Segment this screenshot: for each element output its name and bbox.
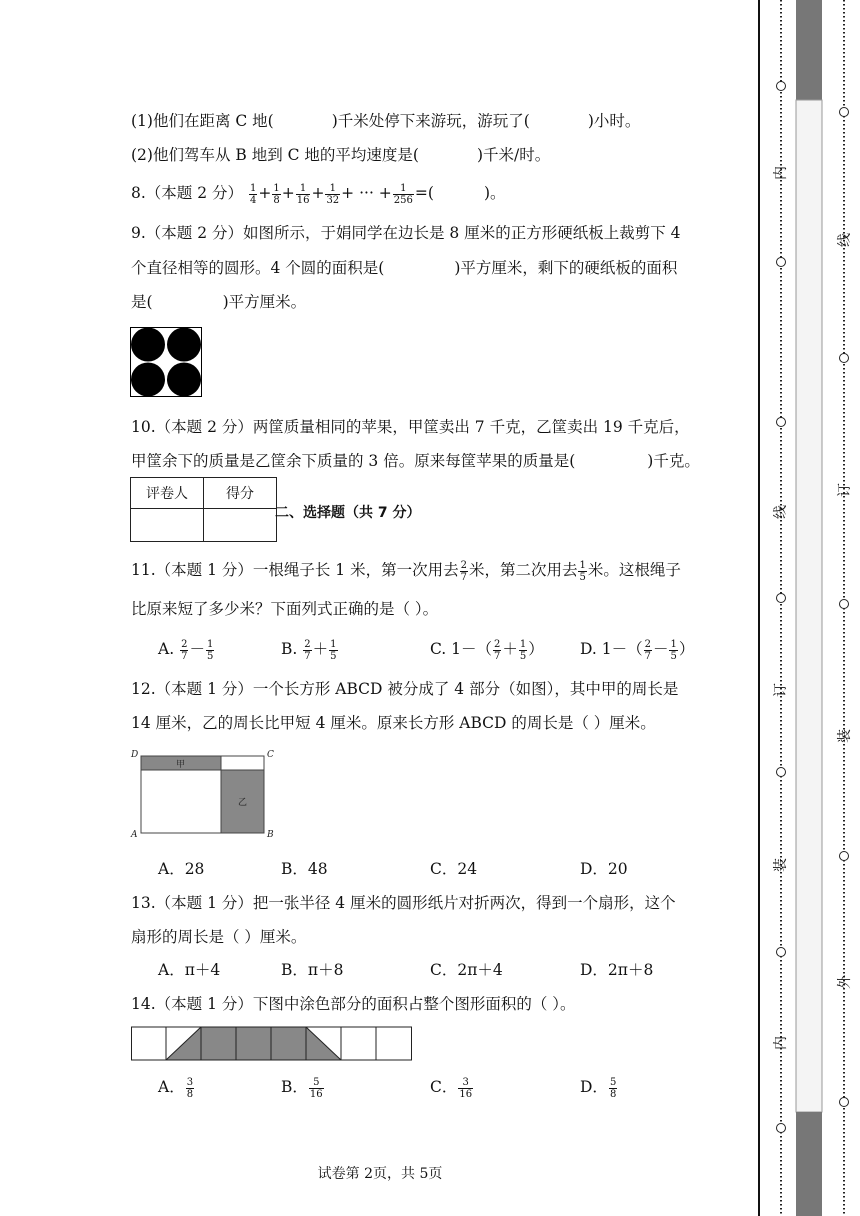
binding-label-outer-line: 线 [837,233,853,247]
binding-label-line: 线 [773,505,789,519]
q8-equals: =( [414,184,434,202]
fraction: $\frac{1}{16}$ [296,182,310,206]
rectangle-abcd-figure [128,747,278,839]
q13-option-a[interactable]: A．π＋4 [158,961,221,979]
q8-end: )。 [483,184,506,202]
q9-line2-b: )平方厘米，剩下的硬纸板的面积 [454,259,678,277]
q11-option-c[interactable]: C. 1－（ $\frac{2}{7}$ ＋ $\frac{1}{5}$ ） [430,638,544,662]
circle [167,363,201,397]
q13-option-c[interactable]: C．2π＋4 [430,961,503,979]
q7-part2-text-a: (2)他们驾车从 B 地到 C 地的平均速度是( [131,146,419,164]
q11-text-c: 米。这根绳子 [587,561,681,579]
score-cell[interactable] [204,509,277,542]
q11-option-d[interactable]: D. 1－（ $\frac{2}{7}$ － $\frac{1}{5}$ ） [580,638,695,662]
q12-line1: 12.（本题 1 分）一个长方形 ABCD 被分成了 4 部分（如图），其中甲的周长是 [131,680,679,698]
shaded-squares [201,1027,306,1060]
grader-header: 评卷人 [131,478,204,509]
q7-part2-text-b: )千米/时。 [476,146,551,164]
q11-text-b: 米，第二次用去 [468,561,578,579]
section-title: 二、选择题（共 7 分） [275,505,421,521]
circles-figure [130,327,202,397]
binding-label-outer-mount: 装 [837,729,853,743]
q13-option-d[interactable]: D．2π＋8 [580,961,654,979]
fraction: $\frac{1}{8}$ [273,182,280,206]
fraction: $\frac{1}{256}$ [393,182,413,206]
grader-cell[interactable] [131,509,204,542]
q12-option-d[interactable]: D．20 [580,860,628,878]
binding-label-bind: 订 [773,683,789,697]
q10-line2-a: 甲筐余下的质量是乙筐余下质量的 3 倍。原来每筐苹果的质量是( [131,452,576,470]
fraction: $\frac{1}{32}$ [326,182,340,206]
fraction: $\frac{1}{4}$ [249,182,257,206]
q13-line1: 13.（本题 1 分）把一张半径 4 厘米的圆形纸片对折两次，得到一个扇形，这个 [131,894,676,912]
q9-line2-a: 个直径相等的圆形。4 个圆的面积是( [131,259,385,277]
q14-option-b[interactable]: B． $\frac{5}{16}$ [281,1076,323,1100]
q11-option-a[interactable]: A. $\frac{2}{7}$ － $\frac{1}{5}$ [158,638,214,662]
q12-option-c[interactable]: C．24 [430,860,478,878]
score-header: 得分 [204,478,277,509]
strip-figure [131,1026,414,1062]
label-d: D [131,750,139,760]
q12-option-a[interactable]: A．28 [158,860,205,878]
q14-option-a[interactable]: A． $\frac{3}{8}$ [158,1076,194,1100]
q14-option-c[interactable]: C． $\frac{3}{16}$ [430,1076,473,1100]
q9-line3 [131,291,306,313]
circle [131,328,165,362]
q7-part1-text-c: )小时。 [587,112,641,130]
q10-line2 [131,450,700,472]
fraction: $\frac{2}{7}$ [460,559,467,583]
fraction: $\frac{1}{5}$ [579,559,586,583]
q7-part1-text-a: (1)他们在距离 C 地( [131,112,274,130]
binding-margin [760,0,860,1216]
circle [167,328,201,362]
page-footer: 试卷第 2页，共 5页 [317,1166,443,1182]
score-table [130,477,277,542]
q11-line2: 比原来短了多少米？下面列式正确的是（ ）。 [131,600,439,618]
q7-part1-text-b: )千米处停下来游玩，游玩了( [331,112,530,130]
q11-text-a: 11.（本题 1 分）一根绳子长 1 米，第一次用去 [131,561,459,579]
circle [131,363,165,397]
label-c: C [267,750,274,760]
q13-option-b[interactable]: B．π＋8 [281,961,344,979]
q10-line1: 10.（本题 2 分）两筐质量相同的苹果，甲筐卖出 7 千克，乙筐卖出 19 千克后， [131,418,690,436]
label-a: A [131,830,138,839]
q12-option-b[interactable]: B．48 [281,860,328,878]
q11-option-b[interactable]: B. $\frac{2}{7}$ ＋ $\frac{1}{5}$ [281,638,337,662]
binding-label-outer: 外 [837,975,853,989]
binding-label-inner-bottom: 内 [773,1036,789,1050]
label-jia: 甲 [176,760,186,770]
binding-label-inner: 内 [773,166,789,180]
q14-option-d[interactable]: D． $\frac{5}{8}$ [580,1076,617,1100]
binding-label-mount: 装 [773,858,789,872]
q9-line3-a: 是( [131,293,153,311]
q9-line2 [131,257,677,279]
q14-line1: 14.（本题 1 分）下图中涂色部分的面积占整个图形面积的（ ）。 [131,995,576,1013]
q9-line3-b: )平方厘米。 [222,293,307,311]
label-b: B [267,830,274,839]
q7-part1 [131,110,640,132]
q8-prefix: 8.（本题 2 分） [131,184,244,202]
q11-line1 [131,559,681,583]
q8-ellipsis: + ··· + [341,184,392,202]
binding-label-outer-bind: 订 [837,483,853,497]
q10-line2-b: )千克。 [647,452,700,470]
question-8: 8.（本题 2 分） $\frac{1}{4}$ + $\frac{1}{8}$ + $\frac{1}{16}$ + $\frac{1}{32}$ + ··· + $\frac{1}{256}$ =( )。 [131,182,506,206]
q9-line1: 9.（本题 2 分）如图所示，于娟同学在边长是 8 厘米的正方形硬纸板上裁剪下 4 [131,224,681,242]
q7-part2 [131,144,550,166]
label-yi: 乙 [238,798,248,808]
q12-line2: 14 厘米，乙的周长比甲短 4 厘米。原来长方形 ABCD 的周长是（ ）厘米。 [131,714,656,732]
q13-line2: 扇形的周长是（ ）厘米。 [131,928,307,946]
